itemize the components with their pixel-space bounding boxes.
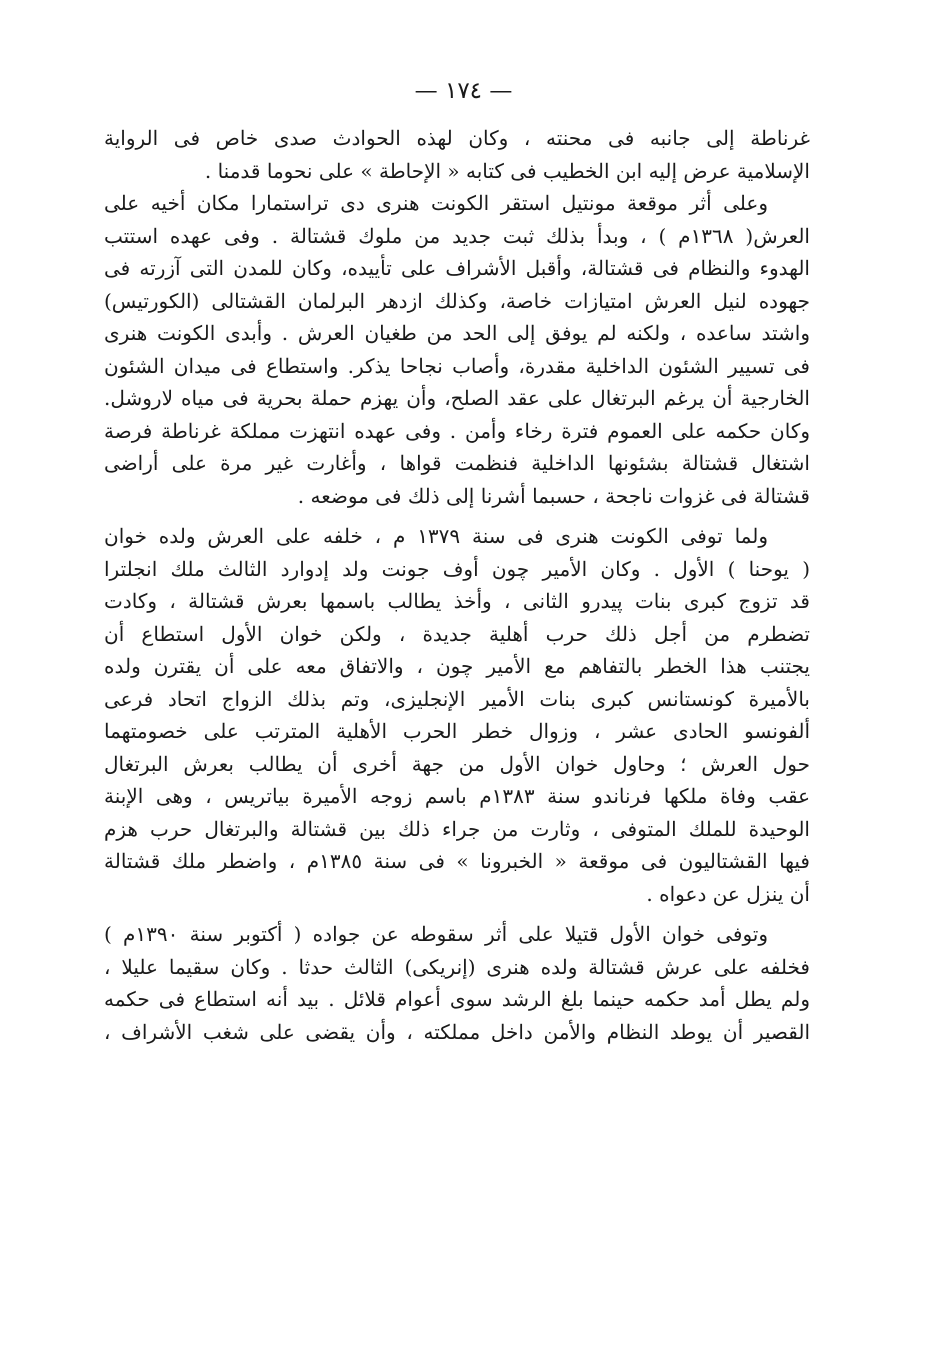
text-line: عقب وفاة ملكها فرناندو سنة ١٣٨٣م باسم زوجه الأميرة بياتريس ، وهى الإبنة [104, 784, 810, 808]
text-line: فى تسيير الشئون الداخلية مقدرة، وأصاب نجاحا يذكر. واستطاع فى ميدان الشئون [104, 353, 810, 378]
text-line: يجتنب هذا الخطر بالتفاهم مع الأمير چون ، والاتفاق معه على أن يقترن ولده [104, 654, 810, 678]
text-line: ولما توفى الكونت هنرى فى سنة ١٣٧٩ م ، خلفه على العرش ولده خوان [104, 524, 768, 548]
page-number: — ١٧٤ — [414, 78, 513, 104]
text-line: الهدوء والنظام فى قشتالة، وأقبل الأشراف على تأييده، وكان للمدن التى آزرته فى [104, 256, 810, 280]
text-line: واشتد ساعده ، ولكنه لم يوفق إلى الحد من طغيان العرش . وأبدى الكونت هنرى [104, 321, 810, 345]
text-line: أن ينزل عن دعواه . [646, 881, 810, 906]
paragraph [104, 918, 810, 1048]
paragraph [104, 520, 810, 910]
paragraph-gap [104, 512, 810, 520]
paragraph [104, 122, 810, 187]
text-line: الإسلامية عرض إليه ابن الخطيب فى كتابه « الإحاطة » على نحوما قدمنا . [204, 158, 810, 183]
text-line: ألفونسو الحادى عشر ، وزوال خطر الحرب الأهلية المترتب على خصومتهما [104, 719, 810, 743]
text-line: القصير أن يوطد النظام والأمن داخل مملكته ، وأن يقضى على شغب الأشراف ، [104, 1019, 810, 1044]
text-line: اشتغال قشتالة بشئونها الداخلية فنظمت قواها ، وأغارت غير مرة على أراضى [104, 451, 810, 475]
text-line: جهوده لنيل العرش امتيازات خاصة، وكذلك ازدهر البرلمان القشتالى (الكورتيس) [104, 288, 810, 313]
text-line: حول العرش ؛ وحاول خوان الأول من جهة أخرى أن يطالب بعرش البرتغال [104, 751, 810, 776]
body-text [104, 122, 810, 1048]
text-line: العرش( ١٣٦٨م ) ، وبدأ بذلك ثبت جديد من ملوك قشتالة . وفى عهده استتب [104, 223, 810, 248]
text-line: وكان حكمه على العموم فترة رخاء وأمن . وفى عهده انتهزت مملكة غرناطة فرصة [104, 418, 810, 443]
text-line: بالأميرة كونستانس كبرى بنات الأمير الإنجليزى، وتم بذلك الزواج اتحاد فرعى [104, 686, 810, 711]
text-line: وتوفى خوان الأول قتيلا على أثر سقوطه عن جواده ( أكتوبر سنة ١٣٩٠م ) [104, 922, 768, 946]
paragraph [104, 187, 810, 512]
paragraph-gap [104, 910, 810, 918]
text-line: ( يوحنا ) الأول . وكان الأمير چون أوف جونت ولد إدوارد الثالث ملك انجلترا [104, 556, 810, 581]
text-line: وعلى أثر موقعة مونتيل استقر الكونت هنرى دى تراستمارا مكان أخيه على [104, 191, 768, 215]
text-line: الخارجية أن يرغم البرتغال على عقد الصلح، وأن يهزم حملة بحرية فى مياه لاروشل. [104, 386, 810, 410]
text-line: غرناطة إلى جانبه فى محنته ، وكان لهذه الحوادث صدى خاص فى الرواية [104, 126, 810, 150]
text-line: تضطرم من أجل ذلك حرب أهلية جديدة ، ولكن خوان الأول استطاع أن [104, 621, 810, 646]
text-line: الوحيدة للملك المتوفى ، وثارت من جراء ذلك بين قشتالة والبرتغال حرب هزم [104, 816, 810, 841]
text-line: ولم يطل أمد حكمه حينما بلغ الرشد سوى أعوام قلائل . بيد أنه استطاع فى حكمه [104, 987, 810, 1011]
text-line: قشتالة فى غزوات ناجحة ، حسبما أشرنا إلى ذلك فى موضعه . [297, 483, 810, 508]
text-line: قد تزوج كبرى بنات پيدرو الثانى ، وأخذ يطالب باسمها بعرش قشتالة ، وكادت [104, 589, 810, 613]
text-line: فخلفه على عرش قشتالة ولده هنرى (إنريكى) الثالث حدثا . وكان سقيما عليلا ، [104, 954, 810, 979]
text-line: فيها القشتاليون فى موقعة « الخبرونا » فى سنة ١٣٨٥م ، واضطر ملك قشتالة [104, 849, 810, 873]
